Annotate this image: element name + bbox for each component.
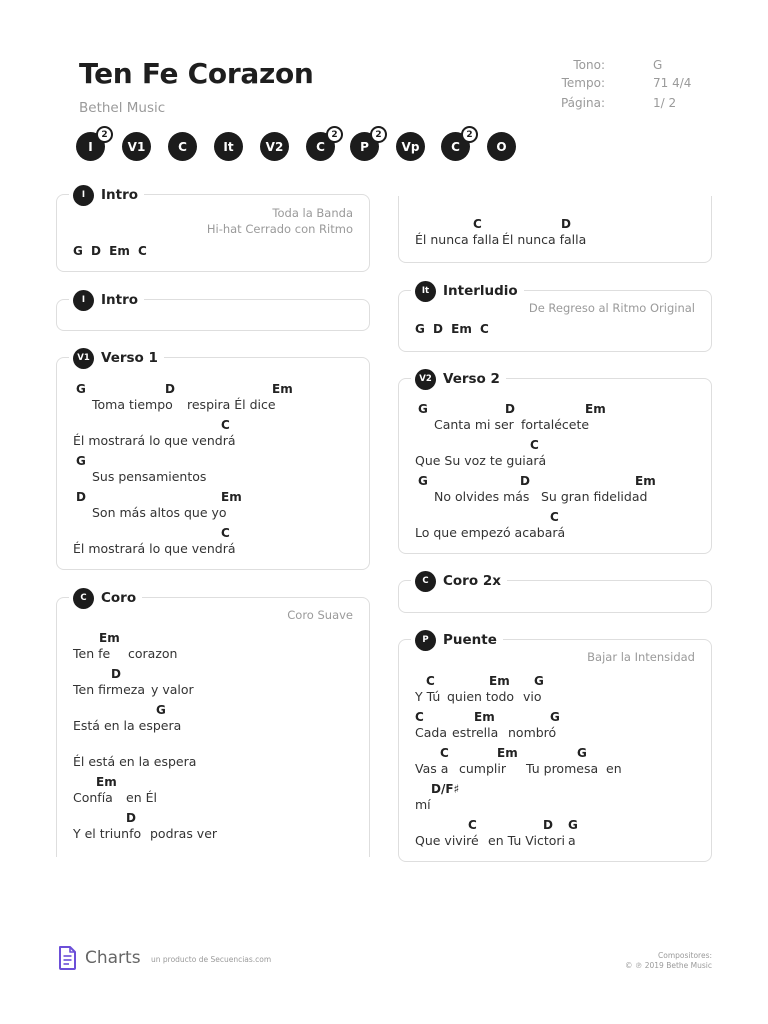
section-title: Puente bbox=[443, 632, 497, 648]
lyric: Está en la espera bbox=[73, 718, 182, 733]
section-pill-label: C bbox=[316, 139, 325, 154]
section-header bbox=[69, 288, 144, 312]
lyric: Y el triunfo bbox=[73, 826, 142, 841]
chord: Em bbox=[497, 746, 518, 760]
section-header bbox=[69, 183, 144, 207]
lyric-line bbox=[415, 510, 715, 544]
chord: G bbox=[76, 382, 86, 396]
chord: D bbox=[520, 474, 530, 488]
lyric-line bbox=[415, 402, 715, 436]
section-badge: I bbox=[73, 290, 94, 311]
section-pill-label: O bbox=[496, 139, 507, 154]
key-row bbox=[560, 58, 710, 74]
section-title: Coro bbox=[101, 590, 137, 606]
chord: D/F♯ bbox=[431, 782, 460, 796]
page-row bbox=[560, 96, 710, 112]
section-header bbox=[411, 279, 524, 303]
section-title: Interludio bbox=[443, 283, 518, 299]
section-pill-coro[interactable] bbox=[168, 132, 197, 161]
section-header bbox=[69, 346, 164, 370]
section-title: Verso 1 bbox=[101, 350, 158, 366]
section-pill-coro[interactable] bbox=[441, 129, 473, 161]
lyric-line bbox=[415, 710, 715, 744]
lyric-line bbox=[73, 811, 373, 845]
lyric-line bbox=[415, 782, 715, 816]
section-pill-verso-1[interactable] bbox=[122, 132, 151, 161]
lyric: cumplir bbox=[459, 761, 506, 776]
section-badge: C bbox=[73, 588, 94, 609]
lyric-line bbox=[415, 438, 715, 472]
section-header bbox=[411, 367, 506, 391]
chord-progression: G D Em C bbox=[73, 244, 147, 258]
lyric-line bbox=[415, 217, 715, 251]
lyric-line bbox=[73, 526, 373, 560]
charts-logo-text: Charts bbox=[85, 948, 141, 968]
chord: G bbox=[156, 703, 166, 717]
section-pill-label: P bbox=[360, 139, 369, 154]
lyric: Lo que empezó acabará bbox=[415, 525, 566, 540]
section-header bbox=[411, 569, 507, 593]
lyric-line bbox=[73, 631, 373, 665]
section-pill-label: Vp bbox=[401, 139, 420, 154]
song-title: Ten Fe Corazon bbox=[79, 57, 314, 90]
lyric: fortalécete bbox=[521, 417, 590, 432]
section-title: Verso 2 bbox=[443, 371, 500, 387]
section-pill-puente[interactable] bbox=[350, 129, 382, 161]
repeat-count-badge: 2 bbox=[96, 126, 113, 143]
chord: G bbox=[568, 818, 578, 832]
section-header bbox=[69, 586, 142, 610]
chord: Em bbox=[635, 474, 656, 488]
lyric: Él mostrará lo que vendrá bbox=[73, 541, 236, 556]
chord: G bbox=[534, 674, 544, 688]
lyric: mí bbox=[415, 797, 431, 812]
lyric: quien todo bbox=[447, 689, 515, 704]
lyric: Sus pensamientos bbox=[92, 469, 207, 484]
lyric: Son más altos que yo bbox=[92, 505, 227, 520]
lyric: Que viviré bbox=[415, 833, 479, 848]
performance-note: Toda la Banda bbox=[272, 206, 353, 220]
lyric: Él mostrará lo que vendrá bbox=[73, 433, 236, 448]
section-badge: I bbox=[73, 185, 94, 206]
section-pill-interludio[interactable] bbox=[214, 132, 243, 161]
lyric: estrella bbox=[452, 725, 499, 740]
section-pill-label: V1 bbox=[127, 139, 146, 154]
repeat-count-badge: 2 bbox=[461, 126, 478, 143]
lyric-line bbox=[73, 667, 373, 701]
lyric: y valor bbox=[151, 682, 194, 697]
lyric: Ten fe bbox=[73, 646, 111, 661]
lyric: Él nunca falla bbox=[502, 232, 587, 247]
section-badge: V2 bbox=[415, 369, 436, 390]
section-pill-intro[interactable] bbox=[76, 129, 108, 161]
chord: C bbox=[426, 674, 435, 688]
section-pill-label: I bbox=[88, 139, 93, 154]
chord: D bbox=[505, 402, 515, 416]
lyric: vio bbox=[523, 689, 542, 704]
tempo-label: Tempo: bbox=[561, 76, 605, 90]
composers-label: Compositores: bbox=[658, 951, 712, 960]
lyric: Ten firmeza bbox=[73, 682, 145, 697]
chord: D bbox=[543, 818, 553, 832]
page-value: 1/ 2 bbox=[653, 96, 677, 110]
lyric-line bbox=[415, 818, 715, 852]
lyric: Vas a bbox=[415, 761, 449, 776]
repeat-count-badge: 2 bbox=[326, 126, 343, 143]
section-pill-coro[interactable] bbox=[306, 129, 338, 161]
chord: C bbox=[473, 217, 482, 231]
chord: Em bbox=[99, 631, 120, 645]
section-card-coro-continued bbox=[398, 196, 712, 263]
section-card-intro bbox=[56, 187, 370, 272]
lyric-line bbox=[73, 775, 373, 809]
chord: D bbox=[76, 490, 86, 504]
key-label: Tono: bbox=[573, 58, 605, 72]
lyric: Él nunca falla bbox=[415, 232, 500, 247]
song-header bbox=[0, 0, 768, 175]
lyric: respira Él dice bbox=[187, 397, 276, 412]
section-card-intro bbox=[56, 292, 370, 331]
lyric: en bbox=[606, 761, 622, 776]
lyric-line bbox=[415, 674, 715, 708]
section-card-coro-2x bbox=[398, 573, 712, 613]
lyric-line bbox=[73, 703, 373, 737]
performance-note: Bajar la Intensidad bbox=[587, 650, 695, 664]
lyric: Cada bbox=[415, 725, 447, 740]
chord: C bbox=[550, 510, 559, 524]
repeat-count-badge: 2 bbox=[370, 126, 387, 143]
lyric: Tu promesa bbox=[526, 761, 599, 776]
copyright: © ℗ 2019 Bethe Music bbox=[624, 961, 712, 970]
section-badge: V1 bbox=[73, 348, 94, 369]
chord: G bbox=[550, 710, 560, 724]
chord: G bbox=[577, 746, 587, 760]
lyric: No olvides más bbox=[434, 489, 530, 504]
chord: D bbox=[111, 667, 121, 681]
page-footer bbox=[0, 940, 768, 980]
section-card-interludio bbox=[398, 283, 712, 352]
lyric: corazon bbox=[128, 646, 178, 661]
lyric-line bbox=[73, 454, 373, 488]
section-map bbox=[76, 129, 536, 162]
section-pill-label: It bbox=[223, 139, 234, 154]
chord: D bbox=[561, 217, 571, 231]
chord: C bbox=[221, 418, 230, 432]
lyric-line bbox=[415, 474, 715, 508]
key-value: G bbox=[653, 58, 663, 72]
chord: Em bbox=[221, 490, 242, 504]
section-card-puente bbox=[398, 632, 712, 862]
lyric: en Él bbox=[126, 790, 157, 805]
chord: C bbox=[221, 526, 230, 540]
chord: Em bbox=[489, 674, 510, 688]
lyric-line bbox=[73, 382, 373, 416]
section-title: Coro 2x bbox=[443, 573, 501, 589]
lyric: Que Su voz te guiará bbox=[415, 453, 547, 468]
lyric: Él está en la espera bbox=[73, 754, 197, 769]
footer-tagline: un producto de Secuencias.com bbox=[151, 955, 272, 964]
lyric: Y Tú bbox=[415, 689, 441, 704]
chord: G bbox=[418, 402, 428, 416]
chord: C bbox=[468, 818, 477, 832]
lyric: podras ver bbox=[150, 826, 218, 841]
performance-note: Hi-hat Cerrado con Ritmo bbox=[206, 222, 353, 236]
section-card-verso-1 bbox=[56, 350, 370, 570]
chord: C bbox=[415, 710, 424, 724]
chord: Em bbox=[272, 382, 293, 396]
lyric: Su gran fidelidad bbox=[541, 489, 648, 504]
chord: G bbox=[418, 474, 428, 488]
section-pill-outro[interactable] bbox=[487, 132, 516, 161]
section-title: Intro bbox=[101, 187, 139, 203]
chord: D bbox=[165, 382, 175, 396]
tempo-row bbox=[560, 76, 710, 92]
chord: Em bbox=[585, 402, 606, 416]
chord: C bbox=[530, 438, 539, 452]
section-header bbox=[411, 628, 503, 652]
artist-name: Bethel Music bbox=[79, 100, 166, 116]
chord-progression: G D Em C bbox=[415, 322, 489, 336]
section-pill-label: C bbox=[178, 139, 187, 154]
chord: D bbox=[126, 811, 136, 825]
page-label: Página: bbox=[560, 96, 605, 110]
chord: G bbox=[76, 454, 86, 468]
lyric-line bbox=[73, 490, 373, 524]
chord: C bbox=[440, 746, 449, 760]
section-badge: It bbox=[415, 281, 436, 302]
section-badge: C bbox=[415, 571, 436, 592]
lyric-line bbox=[73, 418, 373, 452]
tempo-value: 71 4/4 bbox=[653, 76, 692, 90]
document-icon bbox=[58, 946, 77, 970]
chord: Em bbox=[96, 775, 117, 789]
section-pill-vamp[interactable] bbox=[396, 132, 425, 161]
credits bbox=[625, 951, 712, 971]
lyric-line bbox=[415, 746, 715, 780]
lyric: en Tu Victori bbox=[488, 833, 566, 848]
section-card-verso-2 bbox=[398, 371, 712, 554]
chord: Em bbox=[474, 710, 495, 724]
section-badge: P bbox=[415, 630, 436, 651]
performance-note: De Regreso al Ritmo Original bbox=[528, 301, 695, 315]
lyric: a bbox=[568, 833, 576, 848]
lyric-line bbox=[73, 739, 373, 773]
section-card-coro bbox=[56, 590, 370, 857]
section-title: Intro bbox=[101, 292, 139, 308]
lyric: Canta mi ser bbox=[434, 417, 514, 432]
section-pill-label: V2 bbox=[265, 139, 284, 154]
section-pill-verso-2[interactable] bbox=[260, 132, 289, 161]
lyric: nombró bbox=[508, 725, 557, 740]
performance-note: Coro Suave bbox=[287, 608, 353, 622]
lyric: Confía bbox=[73, 790, 113, 805]
section-pill-label: C bbox=[451, 139, 460, 154]
lyric: Toma tiempo bbox=[92, 397, 173, 412]
